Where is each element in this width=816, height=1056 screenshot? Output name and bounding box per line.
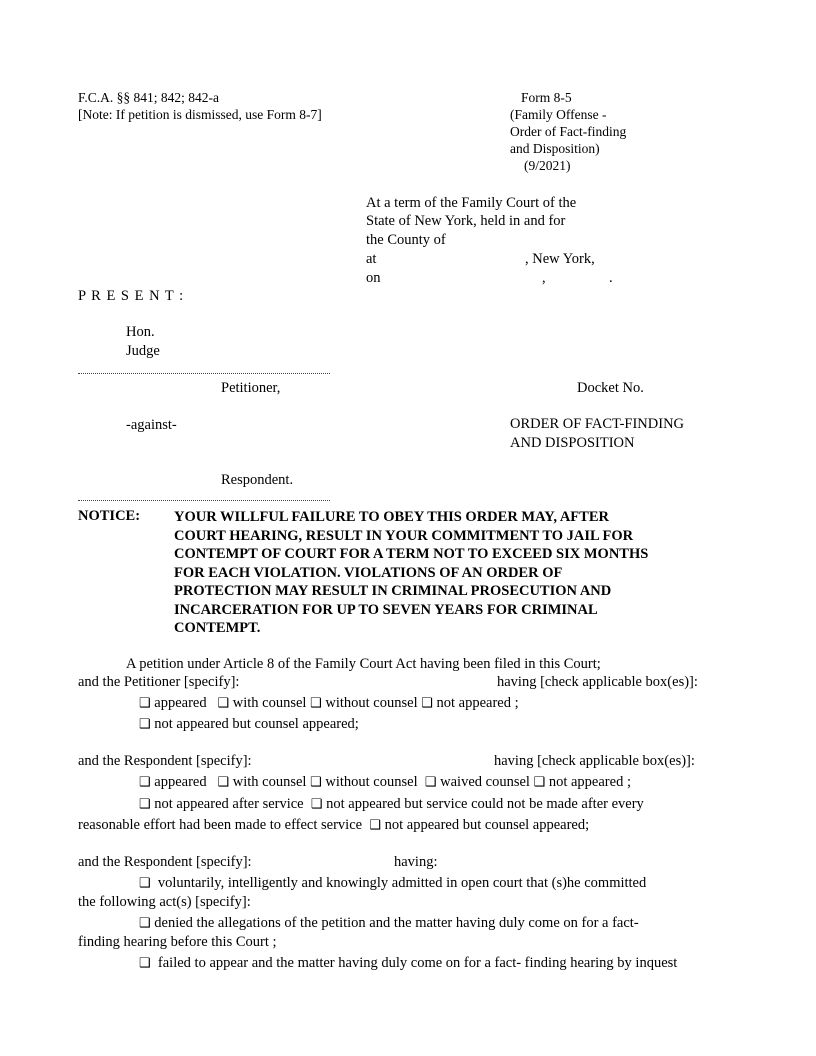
respondent-having-check: having [check applicable box(es)]: [494, 753, 695, 769]
denied-label-line1: denied the allegations of the petition and the matter having duly come on for a fact- [154, 915, 639, 931]
respondent-not-appeared-label: not appeared ; [548, 774, 631, 790]
respondent-with-counsel-label: with counsel [232, 774, 307, 790]
respondent-having-2: having: [394, 854, 438, 870]
checkbox-petitioner-not-appeared[interactable]: ❑ [421, 695, 433, 710]
checkbox-failed-to-appear[interactable]: ❑ [139, 955, 151, 970]
respondent-service-options [139, 796, 644, 813]
term-line2: State of New York, held in and for [366, 213, 566, 229]
statute-reference: F.C.A. §§ 841; 842; 842-a [78, 90, 220, 105]
term-on-label: on [366, 270, 381, 286]
dismissal-note: [Note: If petition is dismissed, use Form 8-7] [78, 107, 322, 122]
failed-label-line1: failed to appear and the matter having duly come on for a fact- finding hearing by inquest [157, 955, 678, 971]
form-description-line1: (Family Offense - [510, 107, 607, 122]
form-description-line3: and Disposition) [510, 141, 600, 156]
present-label: P R E S E N T : [78, 288, 185, 304]
order-title-line2: AND DISPOSITION [510, 435, 635, 451]
judge-label: Judge [126, 343, 160, 359]
term-line1: At a term of the Family Court of the [366, 195, 577, 211]
petitioner-counsel-appeared-option [139, 716, 359, 733]
form-description-line2: Order of Fact-finding [510, 124, 627, 139]
respondent-label: Respondent. [221, 472, 294, 488]
docket-number-label: Docket No. [577, 380, 644, 396]
admitted-label-line1: voluntarily, intelligently and knowingly admitted in open court that (s)he committed [157, 875, 647, 891]
caption-bottom-divider [78, 500, 330, 501]
form-number: Form 8-5 [521, 90, 572, 105]
term-on-comma: , [542, 270, 546, 286]
respondent-waived-counsel-label: waived counsel [440, 774, 530, 790]
checkbox-petitioner-appeared[interactable]: ❑ [139, 695, 151, 710]
denied-label-line2: finding hearing before this Court ; [78, 934, 277, 950]
checkbox-admitted[interactable]: ❑ [139, 875, 151, 890]
checkbox-respondent-appeared[interactable]: ❑ [139, 774, 151, 789]
checkbox-respondent-after-service[interactable]: ❑ [139, 796, 151, 811]
petitioner-appearance-options [139, 695, 519, 712]
petitioner-not-appeared-label: not appeared ; [436, 695, 519, 711]
checkbox-respondent-without-counsel[interactable]: ❑ [310, 774, 322, 789]
respondent-after-service-label: not appeared after service [154, 796, 304, 812]
petitioner-with-counsel-label: with counsel [232, 695, 307, 711]
petitioner-having-check: having [check applicable box(es)]: [497, 674, 698, 690]
checkbox-respondent-not-appeared[interactable]: ❑ [533, 774, 546, 789]
checkbox-respondent-no-service[interactable]: ❑ [310, 796, 323, 811]
checkbox-respondent-counsel-appeared[interactable]: ❑ [369, 817, 381, 832]
petition-intro: A petition under Article 8 of the Family Court Act having been filed in this Court; [126, 656, 601, 672]
denied-option [139, 915, 639, 932]
notice-label: NOTICE: [78, 508, 141, 524]
respondent-appeared-label: appeared [154, 774, 207, 790]
caption-top-divider [78, 373, 330, 374]
term-on-period: . [609, 270, 613, 286]
checkbox-petitioner-without-counsel[interactable]: ❑ [310, 695, 322, 710]
respondent-appearance-options [139, 774, 631, 791]
petitioner-without-counsel-label: without counsel [325, 695, 418, 711]
hon-label: Hon. [126, 324, 155, 340]
checkbox-denied[interactable]: ❑ [139, 915, 151, 930]
against-label: -against- [126, 417, 177, 433]
admitted-option [139, 875, 646, 892]
checkbox-petitioner-with-counsel[interactable]: ❑ [217, 695, 230, 710]
respondent-service-continuation [78, 817, 589, 834]
petitioner-appeared-label: appeared [154, 695, 207, 711]
checkbox-petitioner-counsel-appeared[interactable]: ❑ [139, 716, 151, 731]
respondent-counsel-appeared-label: not appeared but counsel appeared; [384, 817, 590, 833]
notice-text: YOUR WILLFUL FAILURE TO OBEY THIS ORDER MAY, AFTER COURT HEARING, RESULT IN YOUR COMMITMENT TO JAIL FOR CONTEMPT OF COURT FOR A TERM NOT TO EXCEED SIX MONTHS FOR EACH VIOLATION. VIOLATIONS OF AN ORDER OF PROTECTION MAY RESULT IN CRIMINAL PROSECUTION AND INCARCERATION FOR UP TO SEVEN YEARS FOR CRIMINAL CONTEMPT. [174, 509, 649, 636]
checkbox-respondent-waived-counsel[interactable]: ❑ [424, 774, 437, 789]
petitioner-label: Petitioner, [221, 380, 281, 396]
petitioner-counsel-appeared-label: not appeared but counsel appeared; [154, 716, 359, 732]
respondent-without-counsel-label: without counsel [325, 774, 418, 790]
order-title-line1: ORDER OF FACT-FINDING [510, 416, 685, 432]
respondent-no-service-continuation: reasonable effort had been made to effect service [78, 817, 363, 833]
term-at-label: at [366, 251, 377, 267]
term-at-suffix: , New York, [525, 251, 595, 267]
form-date: (9/2021) [524, 158, 571, 173]
respondent-no-service-label: not appeared but service could not be made after every [326, 796, 644, 812]
respondent-specify-2: and the Respondent [specify]: [78, 854, 252, 870]
respondent-specify: and the Respondent [specify]: [78, 753, 252, 769]
admitted-label-line2: the following act(s) [specify]: [78, 894, 251, 910]
failed-option [139, 955, 677, 972]
petitioner-specify: and the Petitioner [specify]: [78, 674, 240, 690]
checkbox-respondent-with-counsel[interactable]: ❑ [217, 774, 230, 789]
term-line3: the County of [366, 232, 446, 248]
